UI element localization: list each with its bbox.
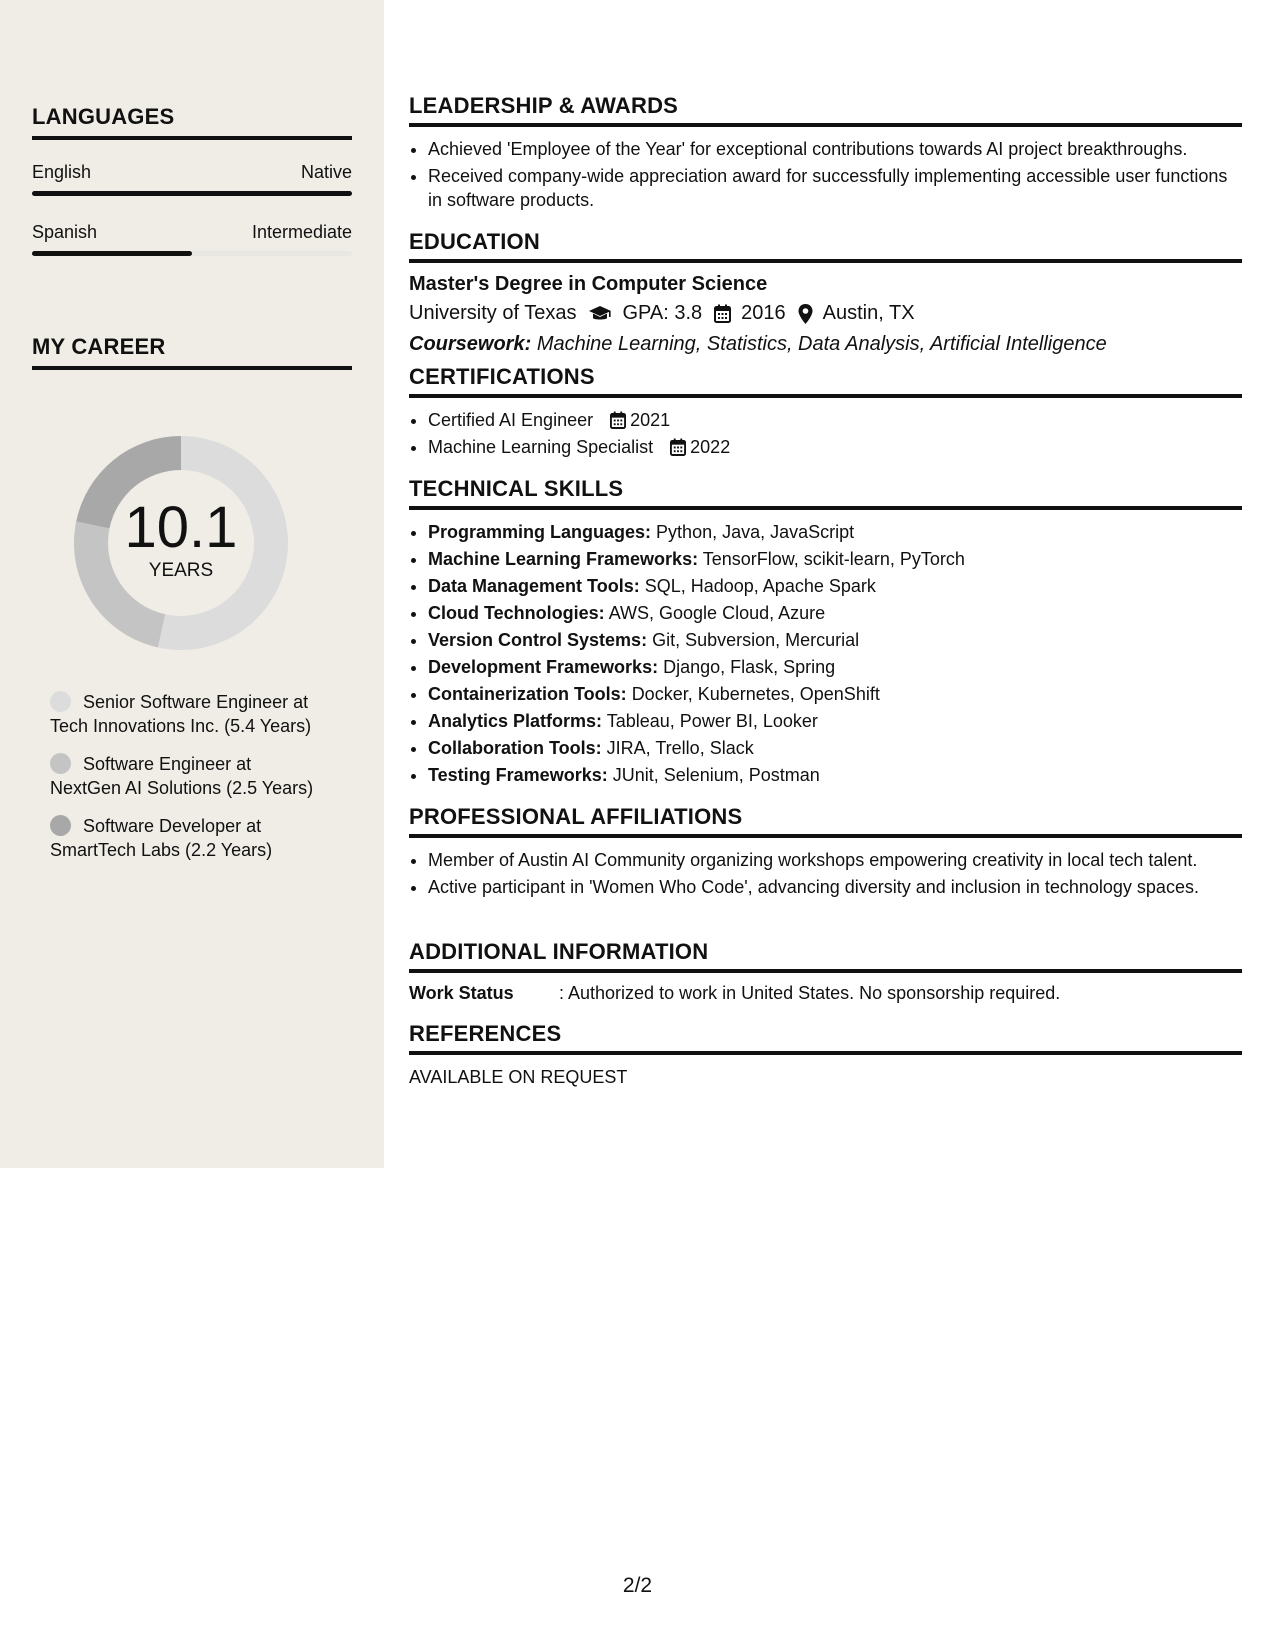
skill-category: Containerization Tools: <box>428 684 627 704</box>
leadership-item: • Received company-wide appreciation award for successfully implementing accessible user functions in software products. <box>428 164 1242 212</box>
certifications-section <box>409 364 1242 462</box>
skill-item <box>428 655 1242 679</box>
skill-item <box>428 736 1242 760</box>
skill-item <box>428 628 1242 652</box>
graduation-year: 2016 <box>741 302 786 324</box>
references-title: REFERENCES <box>409 1021 1242 1055</box>
gpa: GPA: 3.8 <box>622 302 703 324</box>
skill-values: Git, Subversion, Mercurial <box>652 630 860 650</box>
skill-category: Machine Learning Frameworks: <box>428 549 699 569</box>
work-status-value: : Authorized to work in United States. No sponsorship required. <box>559 983 1061 1003</box>
skill-item <box>428 574 1242 598</box>
language-proficiency-fill <box>32 191 352 196</box>
affiliations-section <box>409 804 1242 902</box>
career-company: NextGen AI Solutions (2.5 Years) <box>50 778 314 798</box>
language-name: Spanish <box>32 222 98 242</box>
language-proficiency-fill <box>32 251 192 256</box>
coursework <box>409 333 1242 356</box>
career-role: Senior Software Engineer at <box>83 692 309 712</box>
skill-values: Python, Java, JavaScript <box>656 522 855 542</box>
language-item <box>32 162 352 196</box>
skill-category: Cloud Technologies: <box>428 603 605 623</box>
career-role: Software Developer at <box>83 816 262 836</box>
certification-year: 2022 <box>690 437 731 457</box>
career-legend-item <box>50 814 370 862</box>
skill-values: JUnit, Selenium, Postman <box>612 765 820 785</box>
skill-item <box>428 547 1242 571</box>
language-level: Intermediate <box>251 222 352 242</box>
skills-list <box>409 520 1242 787</box>
career-legend-item <box>50 690 370 738</box>
language-level: Native <box>300 162 352 182</box>
affiliations-title: PROFESSIONAL AFFILIATIONS <box>409 804 1242 838</box>
affiliation-item: • Active participant in 'Women Who Code', advancing diversity and inclusion in technology spaces. <box>428 875 1242 899</box>
skill-values: JIRA, Trello, Slack <box>606 738 754 758</box>
skill-values: AWS, Google Cloud, Azure <box>608 603 826 623</box>
skill-category: Data Management Tools: <box>428 576 640 596</box>
legend-dot-icon <box>50 753 71 774</box>
skill-item <box>428 709 1242 733</box>
certification-item <box>428 435 1242 459</box>
legend-dot-icon <box>50 815 71 836</box>
leadership-item: • Achieved 'Employee of the Year' for exceptional contributions towards AI project breakthroughs. <box>428 137 1242 161</box>
skill-category: Programming Languages: <box>428 522 652 542</box>
skills-title: TECHNICAL SKILLS <box>409 476 1242 510</box>
skill-item <box>428 763 1242 787</box>
skill-values: SQL, Hadoop, Apache Spark <box>644 576 876 596</box>
career-company: Tech Innovations Inc. (5.4 Years) <box>50 716 312 736</box>
coursework-list: Machine Learning, Statistics, Data Analysis, Artificial Intelligence <box>536 333 1107 355</box>
career-years-unit: YEARS <box>148 560 214 581</box>
career-total-years: 10.1 <box>124 495 238 560</box>
coursework-label: Coursework: <box>409 333 532 355</box>
skill-item <box>428 520 1242 544</box>
language-proficiency-bar <box>32 251 352 256</box>
education-title: EDUCATION <box>409 229 1242 263</box>
career-role: Software Engineer at <box>83 754 252 774</box>
skill-item <box>428 601 1242 625</box>
affiliation-item: • Member of Austin AI Community organizing workshops empowering creativity in local tech talent. <box>428 848 1242 872</box>
skill-category: Development Frameworks: <box>428 657 659 677</box>
skill-values: Django, Flask, Spring <box>663 657 836 677</box>
additional-title: ADDITIONAL INFORMATION <box>409 939 1242 973</box>
career-legend <box>50 690 370 876</box>
certification-year: 2021 <box>630 410 671 430</box>
leadership-section <box>409 93 1242 215</box>
career-section <box>32 334 352 370</box>
skill-category: Collaboration Tools: <box>428 738 602 758</box>
language-name: English <box>32 162 92 182</box>
additional-section <box>409 939 1242 1004</box>
skill-category: Testing Frameworks: <box>428 765 608 785</box>
skill-item <box>428 682 1242 706</box>
leadership-title: LEADERSHIP & AWARDS <box>409 93 1242 127</box>
references-section <box>409 1021 1242 1088</box>
career-heading: MY CAREER <box>32 334 352 370</box>
career-legend-item <box>50 752 370 800</box>
map-pin-icon <box>798 304 813 324</box>
skill-values: Tableau, Power BI, Looker <box>606 711 818 731</box>
career-donut-chart <box>62 424 300 662</box>
languages-section <box>32 104 352 256</box>
references-text: AVAILABLE ON REQUEST <box>409 1067 628 1087</box>
language-proficiency-bar <box>32 191 352 196</box>
skill-category: Analytics Platforms: <box>428 711 603 731</box>
calendar-icon <box>670 438 686 456</box>
skill-values: TensorFlow, scikit-learn, PyTorch <box>702 549 965 569</box>
education-section <box>409 229 1242 356</box>
certification-item <box>428 408 1242 432</box>
work-status-label: Work Status <box>409 983 514 1003</box>
sidebar <box>0 0 384 1168</box>
skill-category: Version Control Systems: <box>428 630 648 650</box>
certification-name: Certified AI Engineer <box>428 410 594 430</box>
career-company: SmartTech Labs (2.2 Years) <box>50 840 273 860</box>
certification-name: Machine Learning Specialist <box>428 437 654 457</box>
education-location: Austin, TX <box>822 302 915 324</box>
languages-heading: LANGUAGES <box>32 104 352 140</box>
legend-dot-icon <box>50 691 71 712</box>
skill-values: Docker, Kubernetes, OpenShift <box>631 684 880 704</box>
education-details <box>409 302 1242 325</box>
degree-name: Master's Degree in Computer Science <box>409 273 768 295</box>
certifications-title: CERTIFICATIONS <box>409 364 1242 398</box>
skills-section <box>409 476 1242 790</box>
calendar-icon <box>610 411 626 429</box>
calendar-icon <box>714 304 731 323</box>
page-number: 2/2 <box>622 1574 653 1597</box>
graduation-cap-icon <box>588 305 612 323</box>
work-status-row <box>409 983 1242 1004</box>
language-item <box>32 222 352 256</box>
school-name: University of Texas <box>409 302 577 324</box>
